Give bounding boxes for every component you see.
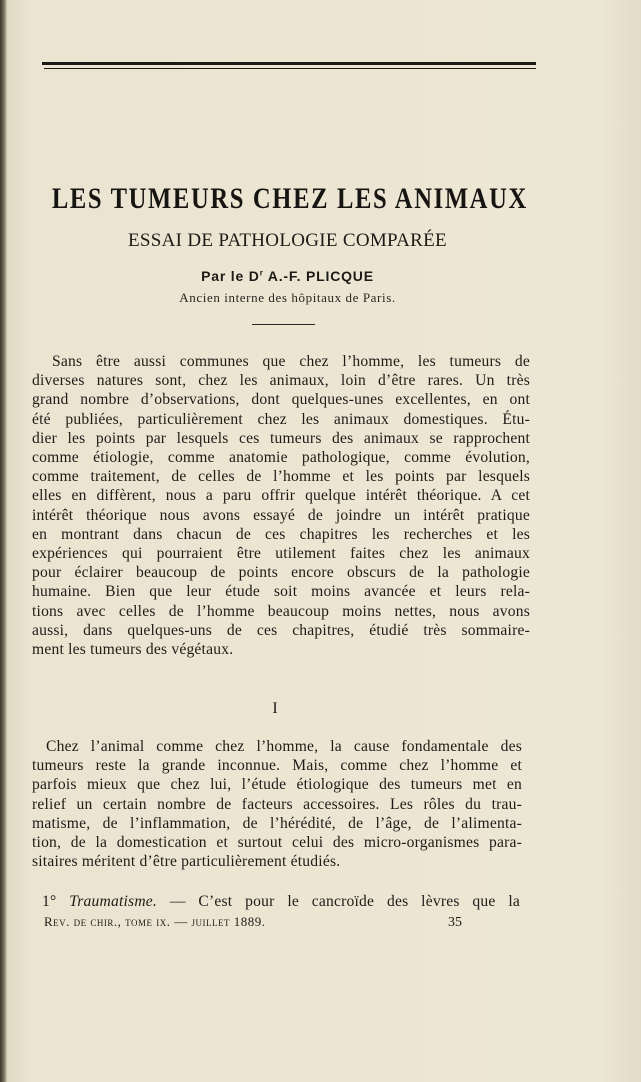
paragraph-section-one: [32, 737, 522, 871]
header-rule-thin: [44, 68, 536, 69]
author-line: [0, 268, 575, 284]
text-line: grand nombre d’observations, dont quelques-unes excellentes, en ont: [32, 391, 530, 409]
text-line: Chez l’animal comme chez l’homme, la cause fondamentale des: [46, 738, 522, 755]
title-separator-rule: [252, 324, 315, 325]
paragraph-intro: [32, 352, 530, 659]
page-footer: Rev. de chir., tome ix. — juillet 1889.: [44, 914, 266, 929]
article-subtitle: ESSAI DE PATHOLOGIE COMPARÉE: [128, 230, 447, 251]
text-line: tion, de la domestication et surtout celui des micro-organismes para-: [32, 834, 522, 852]
text-line: elles en diffèrent, nous a paru offrir quelque intérêt théorique. A cet: [32, 487, 530, 505]
text-line: relief un certain nombre de facteurs accessoires. Les rôles du trau-: [32, 795, 522, 813]
text-line: tumeurs reste la grande inconnue. Mais, comme chez l’homme et: [32, 757, 522, 775]
list-number: 1°: [42, 893, 57, 910]
text-line: diverses natures sont, chez les animaux, loin d’être rares. Un très: [32, 372, 530, 390]
author-affiliation: Ancien interne des hôpitaux de Paris.: [179, 290, 396, 305]
text-line: comme traitement, de celles de l’homme et les points par lesquels: [32, 468, 530, 486]
author-prefix: Par le D: [201, 268, 260, 284]
text-line: matisme, de l’inflammation, de l’hérédité, de l’âge, de l’alimenta-: [32, 814, 522, 832]
text-line: parfois mieux que chez lui, l’étude étiologique des tumeurs met en: [32, 776, 522, 794]
article-title: LES TUMEURS CHEZ LES ANIMAUX: [51, 182, 528, 215]
text-line: tions avec celles de l’homme beaucoup moins nettes, nous avons: [32, 602, 530, 620]
author-name: A.-F. PLICQUE: [267, 268, 374, 284]
text-line: comme étiologie, comme anatomie pathologique, comme évolution,: [32, 449, 530, 467]
page-spine-shadow: [0, 0, 7, 1082]
header-rule-thick: [42, 62, 536, 65]
text-line: été publiées, particulièrement chez les animaux domestiques. Étu-: [32, 410, 530, 428]
paragraph-traumatisme: [32, 892, 520, 911]
page-number: 35: [448, 915, 462, 930]
text-line: humaine. Bien que leur étude soit moins avancée et leurs rela-: [32, 583, 530, 601]
text-line: sitaires méritent d’être particulièrement étudiés.: [32, 853, 341, 871]
journal-volume: tome ix.: [125, 914, 171, 929]
text-line: intérêt théorique nous avons essayé de joindre un intérêt pratique: [32, 506, 530, 524]
text-line: [32, 892, 520, 911]
text-line: ment les tumeurs des végétaux.: [32, 641, 234, 659]
author-prefix-sup: r: [259, 268, 264, 278]
section-number: I: [272, 700, 278, 717]
journal-name: Rev. de chir.: [44, 914, 118, 929]
text-line: expériences qui pourraient être utilement faites chez les animaux: [32, 545, 530, 563]
text-line: dier les points par lesquels ces tumeurs des animaux se rapprochent: [32, 429, 530, 447]
journal-date: — juillet 1889.: [174, 914, 266, 929]
paragraph-text: — C’est pour le cancroïde des lèvres que la: [169, 893, 520, 910]
subsection-heading: Traumatisme.: [69, 893, 157, 910]
text-line: pour éclairer beaucoup de points encore obscurs de la pathologie: [32, 564, 530, 582]
text-line: en montrant dans chacun de ces chapitres les recherches et les: [32, 525, 530, 543]
text-line: Sans être aussi communes que chez l’homme, les tumeurs de: [52, 353, 530, 370]
text-line: aussi, dans quelques-uns de ces chapitres, étudié très sommaire-: [32, 621, 530, 639]
